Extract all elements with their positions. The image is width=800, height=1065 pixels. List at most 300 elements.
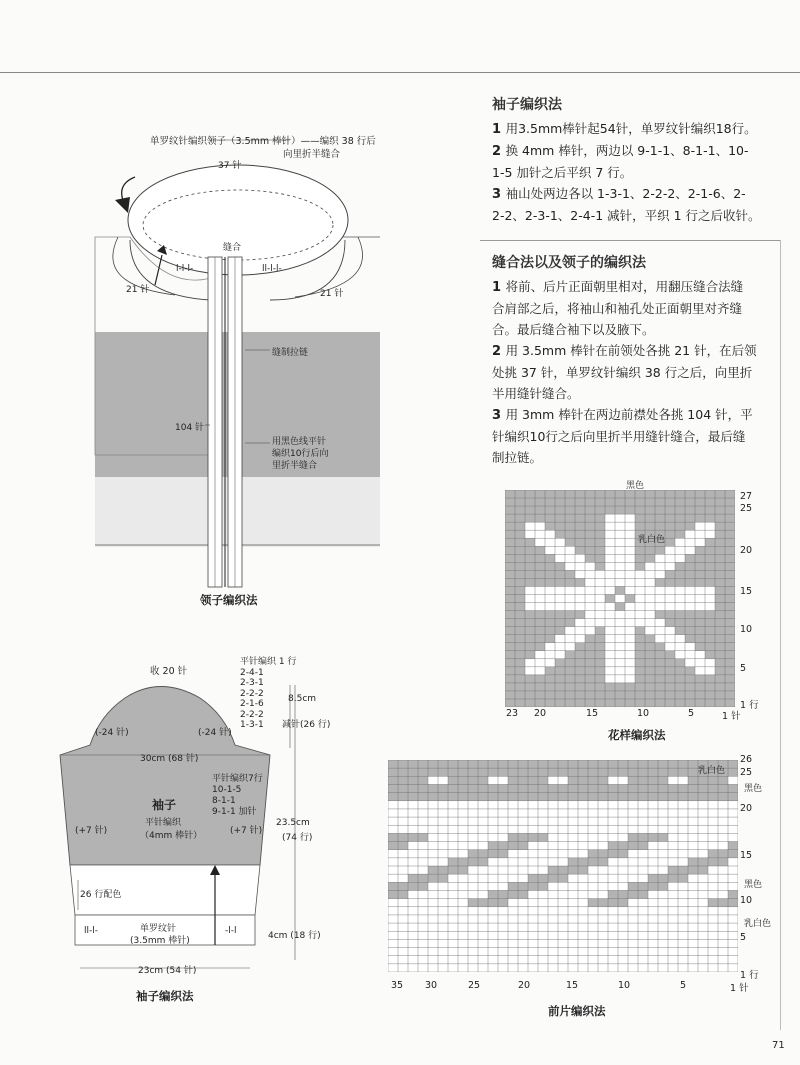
- motif-cell: [615, 699, 625, 707]
- front-cell: [488, 899, 498, 907]
- motif-cell: [725, 619, 735, 627]
- motif-cell: [585, 659, 595, 667]
- collar-right-sts: 21 针: [320, 289, 344, 299]
- front-cell: [528, 768, 538, 776]
- front-cell: [608, 784, 618, 792]
- front-row-label: 5: [740, 932, 747, 943]
- motif-cell: [675, 514, 685, 522]
- motif-cell: [685, 562, 695, 570]
- front-chart: [388, 760, 738, 972]
- motif-cell: [545, 635, 555, 643]
- sleeve-color-rows: 26 行配色: [80, 890, 122, 900]
- motif-cell: [505, 594, 515, 602]
- motif-cell: [635, 691, 645, 699]
- motif-row-label: 15: [740, 586, 753, 597]
- motif-cell: [505, 586, 515, 594]
- motif-cell: [535, 514, 545, 522]
- motif-cell: [545, 683, 555, 691]
- motif-cell: [505, 611, 515, 619]
- front-cell: [418, 874, 428, 882]
- motif-cell: [545, 619, 555, 627]
- collar-note-2: 向里折半缝合: [283, 149, 341, 160]
- motif-cell: [555, 522, 565, 530]
- front-cell: [528, 784, 538, 792]
- motif-cell: [565, 530, 575, 538]
- front-cell: [648, 768, 658, 776]
- motif-cell: [635, 659, 645, 667]
- motif-cell: [635, 635, 645, 643]
- front-cell: [708, 776, 718, 784]
- motif-cell: [535, 635, 545, 643]
- front-cell: [638, 882, 648, 890]
- motif-cell: [595, 546, 605, 554]
- front-cell: [598, 784, 608, 792]
- motif-cell: [525, 514, 535, 522]
- motif-cell: [595, 490, 605, 498]
- motif-cell: [525, 651, 535, 659]
- motif-cell: [515, 522, 525, 530]
- front-cell: [608, 842, 618, 850]
- motif-cell: [675, 691, 685, 699]
- motif-cell: [595, 530, 605, 538]
- motif-cell: [575, 683, 585, 691]
- motif-row-label: 20: [740, 545, 753, 556]
- front-cell: [448, 768, 458, 776]
- front-cell: [548, 760, 558, 768]
- motif-cell: [555, 578, 565, 586]
- front-cell: [698, 866, 708, 874]
- motif-cell: [555, 667, 565, 675]
- motif-cell: [535, 675, 545, 683]
- motif-cell: [695, 562, 705, 570]
- front-cell: [508, 793, 518, 801]
- front-cell: [708, 850, 718, 858]
- motif-cell: [685, 578, 695, 586]
- motif-cell: [555, 562, 565, 570]
- motif-cell: [585, 530, 595, 538]
- motif-cell: [565, 490, 575, 498]
- motif-cell: [645, 667, 655, 675]
- motif-cell: [685, 570, 695, 578]
- motif-cell: [585, 538, 595, 546]
- motif-cell: [695, 691, 705, 699]
- front-cell: [428, 760, 438, 768]
- front-cell: [718, 793, 728, 801]
- motif-cell: [545, 554, 555, 562]
- sleeve-inc-list: 平针编织7行 10-1-5 8-1-1 9-1-1 加针: [212, 774, 263, 817]
- motif-cell: [565, 683, 575, 691]
- motif-cell: [725, 554, 735, 562]
- collar-diagram: [90, 125, 390, 595]
- motif-cell: [515, 635, 525, 643]
- motif-cell: [705, 490, 715, 498]
- motif-cell: [715, 635, 725, 643]
- front-cell: [418, 768, 428, 776]
- front-cell: [728, 899, 738, 907]
- front-cell: [678, 784, 688, 792]
- front-cell: [528, 760, 538, 768]
- motif-cell: [725, 651, 735, 659]
- motif-cell: [695, 675, 705, 683]
- motif-cell: [505, 554, 515, 562]
- front-cell: [658, 793, 668, 801]
- motif-cell: [635, 683, 645, 691]
- collar-back-sts: 37 针: [218, 161, 242, 171]
- front-cell: [558, 793, 568, 801]
- front-cell: [688, 776, 698, 784]
- motif-cell: [645, 683, 655, 691]
- front-cell: [398, 776, 408, 784]
- motif-label-black: 黑色: [626, 481, 645, 491]
- motif-cell: [515, 506, 525, 514]
- front-cell: [538, 768, 548, 776]
- front-cell: [598, 899, 608, 907]
- motif-cell: [665, 506, 675, 514]
- motif-cell: [515, 546, 525, 554]
- motif-cell: [545, 562, 555, 570]
- motif-cell: [725, 594, 735, 602]
- front-cell: [478, 858, 488, 866]
- motif-cell: [705, 538, 715, 546]
- front-cell: [518, 776, 528, 784]
- front-cell: [478, 784, 488, 792]
- motif-label-white: 乳白色: [638, 535, 666, 545]
- motif-cell: [595, 675, 605, 683]
- motif-cell: [715, 570, 725, 578]
- front-col-label: 10: [618, 980, 631, 991]
- front-cell: [408, 776, 418, 784]
- front-cell: [438, 760, 448, 768]
- front-cell: [398, 890, 408, 898]
- front-cell: [518, 833, 528, 841]
- front-cell: [638, 833, 648, 841]
- front-cell: [568, 866, 578, 874]
- front-cell: [638, 793, 648, 801]
- motif-cell: [645, 691, 655, 699]
- front-cell: [388, 833, 398, 841]
- front-cell: [578, 776, 588, 784]
- motif-cell: [705, 683, 715, 691]
- front-row-label: 26: [740, 754, 753, 765]
- motif-cell: [595, 562, 605, 570]
- front-cell: [478, 760, 488, 768]
- motif-cell: [515, 562, 525, 570]
- motif-cell: [585, 554, 595, 562]
- collar-rib-right: ll-l-l-: [262, 264, 282, 274]
- front-cell: [518, 882, 528, 890]
- motif-cell: [545, 667, 555, 675]
- motif-cell: [515, 667, 525, 675]
- front-cell: [398, 760, 408, 768]
- motif-cell: [655, 699, 665, 707]
- motif-cell: [665, 691, 675, 699]
- motif-cell: [575, 611, 585, 619]
- motif-cell: [715, 619, 725, 627]
- motif-cell: [525, 546, 535, 554]
- motif-cell: [585, 490, 595, 498]
- motif-cell: [545, 522, 555, 530]
- motif-cell: [525, 611, 535, 619]
- motif-cell: [695, 506, 705, 514]
- motif-row-label: 5: [740, 663, 747, 674]
- motif-cell: [515, 627, 525, 635]
- motif-cell: [675, 675, 685, 683]
- front-cell: [668, 760, 678, 768]
- front-cell: [718, 850, 728, 858]
- motif-cell: [655, 490, 665, 498]
- motif-cell: [725, 611, 735, 619]
- motif-cell: [525, 619, 535, 627]
- motif-cell: [675, 498, 685, 506]
- front-cell: [388, 776, 398, 784]
- motif-cell: [555, 691, 565, 699]
- motif-cell: [555, 699, 565, 707]
- motif-cell: [645, 643, 655, 651]
- step-line: 3 袖山处两边各以 1-3-1、2-2-2、2-1-6、2-: [492, 186, 746, 202]
- front-cell: [588, 850, 598, 858]
- motif-cell: [715, 490, 725, 498]
- motif-cell: [585, 691, 595, 699]
- step-line: 2-2、2-3-1、2-4-1 减针，平织 1 行之后收针。: [492, 208, 761, 223]
- motif-cell: [595, 683, 605, 691]
- motif-cell: [705, 578, 715, 586]
- front-band-sts: 104 针: [175, 423, 205, 433]
- motif-cell: [715, 651, 725, 659]
- motif-cell: [715, 522, 725, 530]
- motif-cell: [715, 627, 725, 635]
- motif-cell: [605, 498, 615, 506]
- motif-cell: [705, 546, 715, 554]
- front-cell: [678, 760, 688, 768]
- motif-cell: [585, 514, 595, 522]
- motif-cell: [685, 514, 695, 522]
- motif-cell: [595, 627, 605, 635]
- front-cell: [508, 760, 518, 768]
- motif-cell: [565, 675, 575, 683]
- motif-cell: [545, 498, 555, 506]
- front-cell: [448, 760, 458, 768]
- sleeve-body-height: 23.5cm: [276, 818, 310, 828]
- motif-cell: [725, 699, 735, 707]
- motif-col-label: 20: [534, 708, 547, 719]
- step-line: 1 用3.5mm棒针起54针，单罗纹针编织18行。: [492, 121, 757, 137]
- front-cell: [428, 866, 438, 874]
- motif-cell: [565, 659, 575, 667]
- front-row-label: 25: [740, 767, 753, 778]
- front-cell: [568, 760, 578, 768]
- motif-cell: [635, 562, 645, 570]
- motif-cell: [585, 643, 595, 651]
- front-cell: [568, 793, 578, 801]
- motif-cell: [505, 514, 515, 522]
- motif-cell: [665, 538, 675, 546]
- front-cell: [388, 768, 398, 776]
- motif-cell: [725, 659, 735, 667]
- motif-cell: [515, 554, 525, 562]
- motif-cell: [505, 675, 515, 683]
- motif-caption: 花样编织法: [608, 728, 666, 742]
- front-cell: [658, 776, 668, 784]
- motif-cell: [555, 498, 565, 506]
- collar-note-1: 单罗纹针编织领子（3.5mm 棒针）——编织 38 行后: [150, 136, 376, 147]
- motif-cell: [655, 578, 665, 586]
- front-cell: [708, 858, 718, 866]
- motif-cell: [695, 570, 705, 578]
- motif-cell: [695, 627, 705, 635]
- sleeve-rib-height: 4cm (18 行): [268, 931, 321, 941]
- motif-cell: [515, 675, 525, 683]
- motif-cell: [605, 506, 615, 514]
- motif-cell: [655, 498, 665, 506]
- motif-cell: [685, 667, 695, 675]
- front-cell: [648, 793, 658, 801]
- motif-cell: [635, 506, 645, 514]
- front-cell: [678, 793, 688, 801]
- motif-cell: [655, 522, 665, 530]
- front-cell: [458, 760, 468, 768]
- motif-cell: [625, 691, 635, 699]
- front-col-label: 5: [680, 980, 687, 991]
- motif-cell: [705, 562, 715, 570]
- motif-cell: [525, 699, 535, 707]
- sleeve-inc-left: (+7 针): [75, 826, 108, 836]
- motif-cell: [565, 570, 575, 578]
- motif-cell: [505, 619, 515, 627]
- motif-cell: [535, 546, 545, 554]
- motif-cell: [595, 498, 605, 506]
- motif-cell: [555, 627, 565, 635]
- front-cell: [618, 850, 628, 858]
- motif-cell: [565, 522, 575, 530]
- motif-cell: [565, 506, 575, 514]
- motif-row-label: 1 行: [740, 700, 759, 711]
- front-cell: [618, 890, 628, 898]
- motif-cell: [525, 554, 535, 562]
- motif-cell: [675, 699, 685, 707]
- front-cell: [498, 793, 508, 801]
- front-cell: [668, 874, 678, 882]
- motif-cell: [725, 522, 735, 530]
- front-cell: [608, 899, 618, 907]
- motif-cell: [665, 683, 675, 691]
- front-cell: [498, 768, 508, 776]
- front-cell: [498, 760, 508, 768]
- front-cell: [418, 784, 428, 792]
- front-cell: [638, 784, 648, 792]
- motif-cell: [685, 627, 695, 635]
- collar-left-sts: 21 针: [126, 285, 150, 295]
- motif-chart: [505, 490, 735, 707]
- motif-cell: [695, 578, 705, 586]
- front-cell: [668, 768, 678, 776]
- front-cell: [578, 768, 588, 776]
- motif-cell: [525, 627, 535, 635]
- motif-cell: [585, 699, 595, 707]
- front-cell: [588, 768, 598, 776]
- motif-cell: [515, 514, 525, 522]
- sleeve-top-bind: 收 20 针: [150, 666, 188, 677]
- front-cell: [528, 882, 538, 890]
- motif-cell: [685, 554, 695, 562]
- front-col-label: 20: [518, 980, 531, 991]
- motif-cell: [645, 675, 655, 683]
- front-cell: [428, 784, 438, 792]
- motif-cell: [705, 627, 715, 635]
- sleeve-width: 30cm (68 针): [140, 754, 199, 764]
- motif-cell: [575, 643, 585, 651]
- section-divider: [480, 240, 780, 241]
- front-cell: [488, 768, 498, 776]
- motif-cell: [635, 546, 645, 554]
- motif-cell: [665, 522, 675, 530]
- motif-cell: [705, 498, 715, 506]
- front-cell: [538, 784, 548, 792]
- page-number: 71: [772, 1040, 785, 1051]
- motif-cell: [535, 562, 545, 570]
- motif-cell: [575, 667, 585, 675]
- front-cell: [618, 842, 628, 850]
- step-line: 合肩部之后，将袖山和袖孔处正面朝里对齐缝: [492, 301, 743, 316]
- sleeve-steps-title: 袖子编织法: [492, 97, 562, 113]
- front-cell: [618, 793, 628, 801]
- motif-cell: [595, 651, 605, 659]
- motif-cell: [595, 635, 605, 643]
- motif-cell: [595, 538, 605, 546]
- front-cell: [468, 793, 478, 801]
- motif-cell: [515, 619, 525, 627]
- motif-cell: [525, 538, 535, 546]
- sleeve-stitch: 平针编织: [145, 818, 182, 828]
- motif-cell: [725, 635, 735, 643]
- motif-cell: [675, 562, 685, 570]
- front-cell: [628, 882, 638, 890]
- motif-cell: [675, 667, 685, 675]
- motif-cell: [665, 514, 675, 522]
- front-cell: [628, 890, 638, 898]
- motif-cell: [695, 546, 705, 554]
- motif-cell: [665, 611, 675, 619]
- zipper-label: 缝制拉链: [272, 348, 309, 358]
- front-cell: [518, 890, 528, 898]
- front-cell: [618, 760, 628, 768]
- front-cell: [698, 776, 708, 784]
- motif-cell: [685, 490, 695, 498]
- motif-cell: [715, 530, 725, 538]
- front-cell: [568, 776, 578, 784]
- motif-cell: [645, 546, 655, 554]
- front-cell: [548, 866, 558, 874]
- motif-cell: [725, 514, 735, 522]
- motif-cell: [595, 659, 605, 667]
- front-label-black: 黑色: [744, 784, 763, 794]
- step-line: 制拉链。: [492, 450, 543, 465]
- motif-col-label: 23: [506, 708, 519, 719]
- motif-cell: [685, 683, 695, 691]
- step-line: 2 换 4mm 棒针，两边以 9-1-1、8-1-1、10-: [492, 143, 749, 159]
- front-cell: [678, 874, 688, 882]
- front-cell: [508, 776, 518, 784]
- front-cell: [448, 866, 458, 874]
- motif-cell: [535, 498, 545, 506]
- sewing-steps: [492, 276, 792, 468]
- motif-cell: [615, 506, 625, 514]
- front-cell: [648, 874, 658, 882]
- motif-cell: [565, 578, 575, 586]
- front-cell: [488, 890, 498, 898]
- motif-cell: [635, 498, 645, 506]
- motif-cell: [725, 562, 735, 570]
- motif-cell: [525, 691, 535, 699]
